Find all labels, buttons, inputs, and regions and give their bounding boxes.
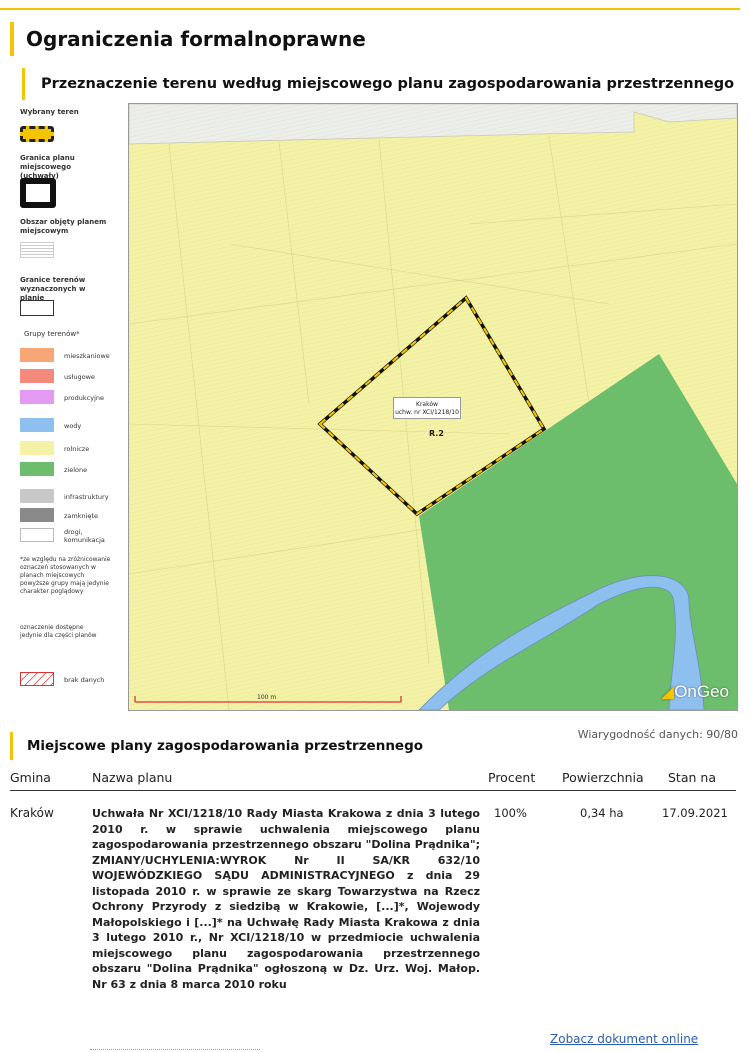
legend-swatch-wody [20, 418, 54, 432]
legend-swatch-rolnicze [20, 441, 54, 455]
legend-label-rolnicze: rolnicze [64, 445, 90, 453]
legend-swatch-drogi [20, 528, 54, 542]
ongeo-logo-text: OnGeo [674, 682, 729, 701]
col-procent: Procent [488, 770, 536, 785]
legend-swatch-infrastruktury [20, 489, 54, 503]
plans-table-header [10, 770, 736, 791]
legend-label-zielone: zielone [64, 466, 88, 474]
legend-label-wody: wody [64, 422, 82, 430]
legend-selected-area-swatch [20, 126, 54, 142]
col-stan: Stan na [668, 770, 716, 785]
legend-plan-area-label: Obszar objęty planem miejscowym [20, 218, 107, 235]
zoning-map[interactable] [128, 103, 738, 711]
legend-zone-boundaries-label: Granice terenów wyznaczonych w planie [20, 276, 86, 302]
cut-off-row [90, 1046, 260, 1052]
scale-label: 100 m [257, 694, 277, 701]
legend-swatch-zamkniete [20, 508, 54, 522]
top-accent-line [0, 8, 740, 10]
legend-label-drogi: drogi, komunikacja [64, 528, 105, 544]
data-reliability: Wiarygodność danych: 90/80 [577, 728, 738, 741]
cell-powierzchnia: 0,34 ha [580, 806, 624, 820]
zone-code: R.2 [429, 429, 444, 438]
cell-gmina: Kraków [10, 806, 54, 820]
ongeo-logo [661, 682, 729, 702]
plot-label-city: Kraków [416, 401, 438, 408]
legend-label-uslugowe: usługowe [64, 373, 95, 381]
legend-swatch-uslugowe [20, 369, 54, 383]
legend-label-infrastruktury: infrastruktury [64, 493, 109, 501]
legend-plan-area-swatch [20, 242, 54, 258]
section-title: Ograniczenia formalnoprawne [10, 22, 366, 56]
legend-label-no-data: brak danych [64, 676, 105, 684]
cell-nazwa: Uchwała Nr XCI/1218/10 Rady Miasta Krakowa z dnia 3 lutego 2010 r. w sprawie uchwalenia miejscowego planu zagospodarowania przestrzennego obszaru "Dolina Prądnika"; ZMIANY/UCHYLENIA:WYROK Nr II SA/KR 632/10 WOJEWÓDZKIEGO SĄDU ADMINISTRACYJNEGO z dnia 29 listopada 2010 r. w sprawie ze skarg Towarzystwa na Rzecz Ochrony Przyrody z siedzibą w Krakowie, [...]*, Wojewody Małopolskiego i [...]* na Uchwałę Rady Miasta Krakowa z dnia 3 lutego 2010 r., Nr XCI/1218/10 w przedmiocie uchwalenia miejscowego planu zagospodarowania przestrzennego obszaru "Dolina Prądnika" ogłoszoną w Dz. Urz. Woj. Małop. Nr 63 z dnia 8 marca 2010 roku [92, 807, 480, 991]
legend-zone-boundaries-swatch [20, 300, 54, 316]
plot-label-box [393, 397, 461, 419]
legend-label-mieszkaniowe: mieszkaniowe [64, 352, 110, 360]
legend-note: *ze względu na zróżnicowanie oznaczeń stosowanych w planach miejscowych powyższe grupy mają jedynie charakter poglądowy [20, 556, 111, 595]
legend-plan-boundary-label: Granica planu miejscowego (uchwały) [20, 154, 75, 180]
legend-swatch-produkcyjne [20, 390, 54, 404]
legend-label-zamkniete: zamknięte [64, 512, 98, 520]
view-document-link[interactable]: Zobacz dokument online [550, 1032, 699, 1046]
col-powierzchnia: Powierzchnia [562, 770, 644, 785]
legend-label-produkcyjne: produkcyjne [64, 394, 104, 402]
col-nazwa: Nazwa planu [92, 770, 173, 785]
plot-label-resolution: uchw. nr XCI/1218/10 [395, 409, 459, 416]
legend-plan-boundary-swatch [20, 178, 56, 208]
legend-swatch-mieszkaniowe [20, 348, 54, 362]
legend-swatch-zielone [20, 462, 54, 476]
ongeo-logo-icon: ◢ [661, 682, 675, 701]
legend-swatch-no-data [20, 672, 54, 686]
legend-selected-area-label: Wybrany teren [20, 108, 79, 116]
map-section-title: Przeznaczenie terenu według miejscowego planu zagospodarowania przestrzennego [22, 68, 734, 100]
legend-groups-title: Grupy terenów* [24, 330, 80, 338]
col-gmina: Gmina [10, 770, 51, 785]
cell-stan: 17.09.2021 [662, 806, 728, 820]
cell-procent: 100% [494, 806, 527, 820]
legend-note-partial: oznaczenie dostępne jedynie dla części planów [20, 624, 97, 639]
plans-section-title: Miejscowe plany zagospodarowania przestrzennego [10, 732, 423, 760]
